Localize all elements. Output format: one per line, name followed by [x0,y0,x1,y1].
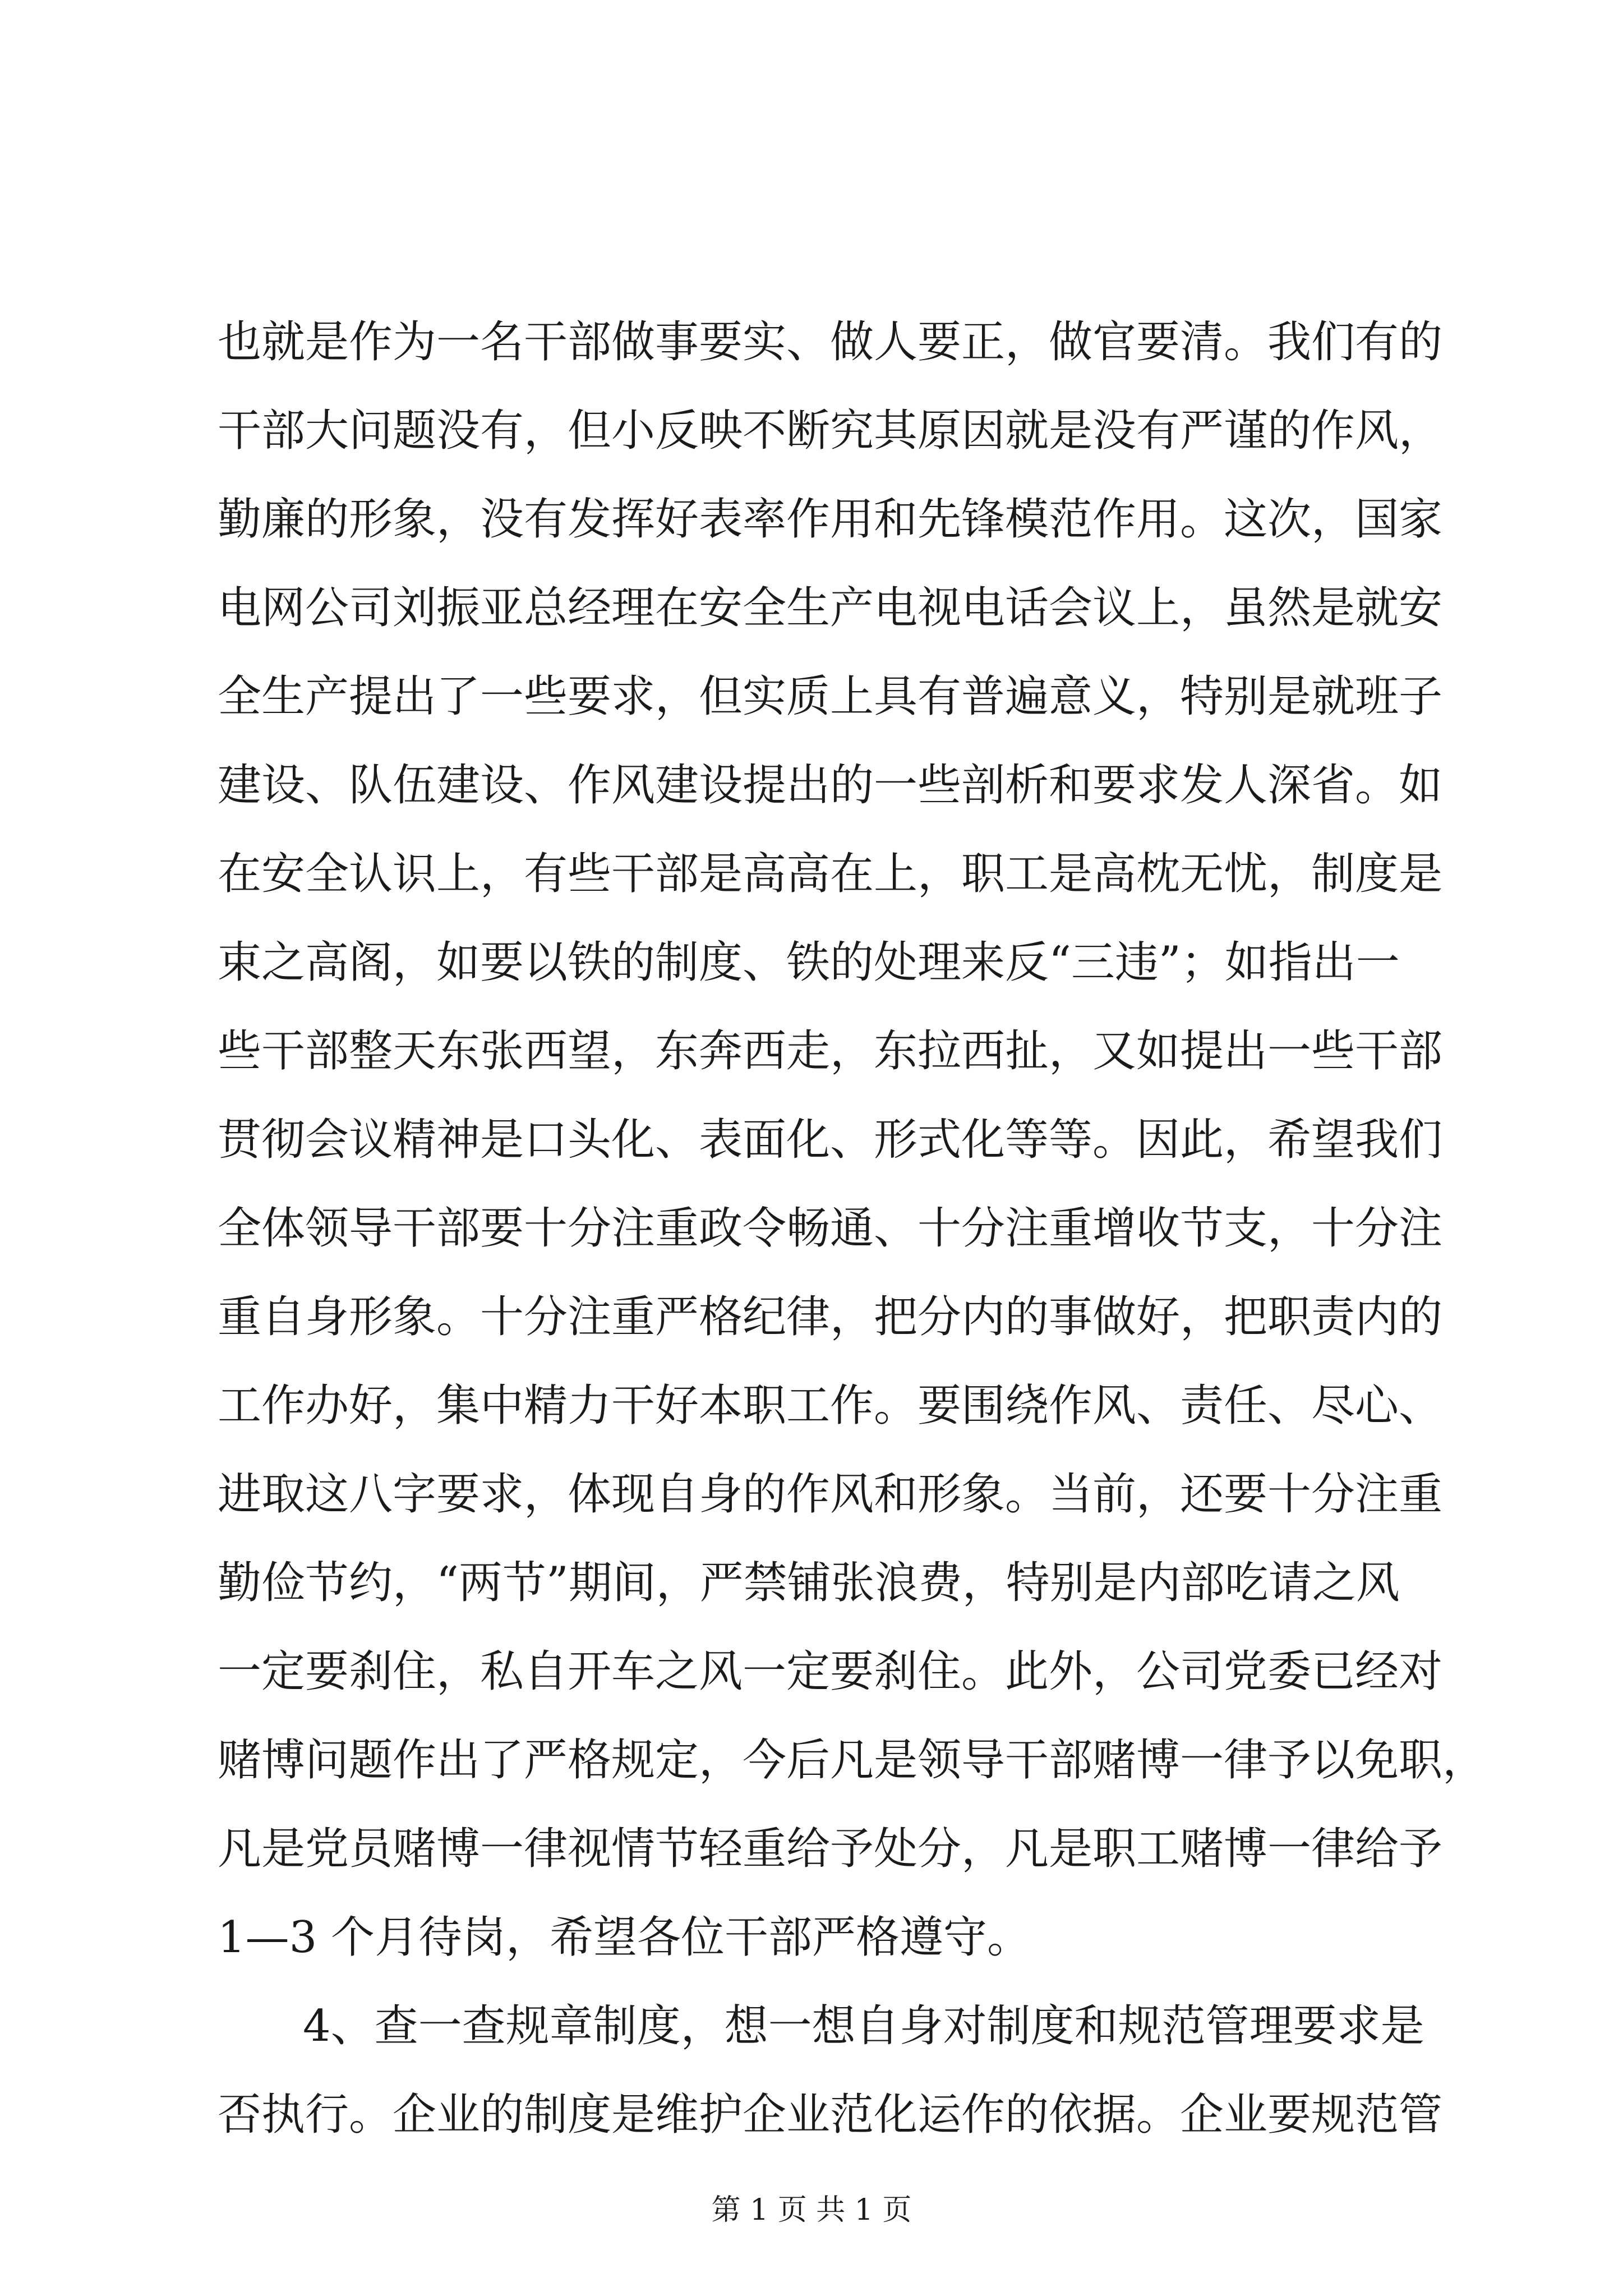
body-line-6: 建设、队伍建设、作风建设提出的一些剖析和要求发人深省。如 [218,760,1443,811]
paragraph-4-first-line: 4、查一查规章制度，想一想自身对制度和规范管理要求是 [303,2001,1424,2051]
body-line-9: 些干部整天东张西望，东奔西走，东拉西扯，又如提出一些干部 [218,1026,1443,1076]
body-line-3: 勤廉的形象，没有发挥好表率作用和先锋模范作用。这次，国家 [218,494,1443,545]
body-line-21: 否执行。企业的制度是维护企业范化运作的依据。企业要规范管 [218,2090,1443,2140]
body-line-17: 赌博问题作出了严格规定，今后凡是领导干部赌博一律予以免职， [218,1735,1487,1786]
body-line-14: 进取这八字要求，体现自身的作风和形象。当前，还要十分注重 [218,1469,1443,1520]
body-line-13: 工作办好，集中精力干好本职工作。要围绕作风、责任、尽心、 [218,1381,1443,1431]
body-line-5: 全生产提出了一些要求，但实质上具有普遍意义，特别是就班子 [218,671,1443,722]
body-line-11: 全体领导干部要十分注重政令畅通、十分注重增收节支，十分注 [218,1203,1443,1254]
body-line-12: 重自身形象。十分注重严格纪律，把分内的事做好，把职责内的 [218,1292,1443,1342]
page-footer: 第 1 页 共 1 页 [711,2193,912,2227]
body-line-19: 1—3 个月待岗，希望各位干部严格遵守。 [218,1912,1031,1963]
body-line-4: 电网公司刘振亚总经理在安全生产电视电话会议上，虽然是就安 [218,583,1443,633]
body-line-10: 贯彻会议精神是口头化、表面化、形式化等等。因此，希望我们 [218,1115,1443,1165]
body-line-7: 在安全认识上，有些干部是高高在上，职工是高枕无忧，制度是 [218,849,1443,899]
body-line-2: 干部大问题没有，但小反映不断究其原因就是没有严谨的作风， [218,406,1443,456]
body-line-1: 也就是作为一名干部做事要实、做人要正，做官要清。我们有的 [218,317,1443,367]
body-line-18: 凡是党员赌博一律视情节轻重给予处分，凡是职工赌博一律给予 [218,1824,1443,1874]
body-line-8: 束之高阁，如要以铁的制度、铁的处理来反“三违”；如指出一 [218,937,1400,988]
body-line-15: 勤俭节约，“两节”期间，严禁铺张浪费，特别是内部吃请之风 [218,1558,1400,1608]
body-line-16: 一定要刹住，私自开车之风一定要刹住。此外，公司党委已经对 [218,1646,1443,1697]
